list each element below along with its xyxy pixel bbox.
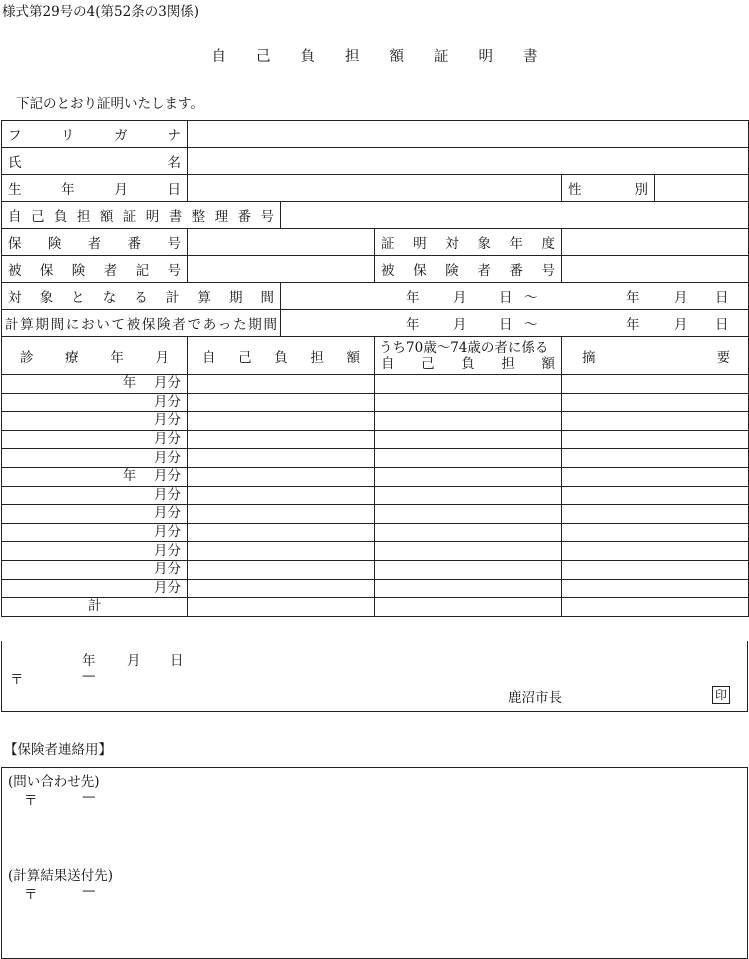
elderly-cell[interactable]	[375, 579, 562, 598]
elderly-cell[interactable]	[375, 505, 562, 524]
month-cell: 月分	[2, 505, 188, 524]
calc-period-field[interactable]	[281, 283, 749, 310]
period-start-month: 月	[453, 317, 467, 333]
remarks-cell[interactable]	[562, 486, 749, 505]
header-remarks	[562, 337, 749, 375]
period-tilde: 〜	[524, 317, 538, 333]
page-title: 自己負担額証明書	[211, 49, 568, 65]
cert-no-label: 自己負担額証明書整理番号	[2, 202, 281, 229]
month-cell: 月分	[2, 542, 188, 561]
remarks-cell[interactable]	[562, 449, 749, 468]
insured-symbol-label: 被保険者記号	[2, 256, 188, 283]
table-row	[2, 579, 749, 598]
row-insured-period	[2, 310, 749, 337]
cert-no-field[interactable]	[281, 202, 749, 229]
elderly-cell[interactable]	[375, 560, 562, 579]
amount-cell[interactable]	[188, 579, 375, 598]
inquiry-postal-dash: —	[82, 789, 96, 805]
sex-label: 性別	[562, 175, 655, 202]
elderly-cell[interactable]	[375, 412, 562, 431]
sex-field[interactable]	[655, 175, 749, 202]
intro-text: 下記のとおり証明いたします。	[16, 96, 204, 112]
month-cell: 月分	[2, 412, 188, 431]
total-elderly[interactable]	[375, 598, 562, 617]
issue-day: 日	[170, 653, 184, 669]
elderly-cell[interactable]	[375, 486, 562, 505]
birth-field[interactable]	[188, 175, 562, 202]
calc-end-month: 月	[674, 290, 688, 306]
row-name	[2, 148, 749, 175]
amount-cell[interactable]	[188, 486, 375, 505]
period-start-day: 日	[499, 317, 513, 333]
period-end-month: 月	[674, 317, 688, 333]
period-end-year: 年	[626, 317, 640, 333]
header-amount: 自己負担額	[188, 337, 375, 375]
elderly-cell[interactable]	[375, 542, 562, 561]
calc-start-month: 月	[453, 290, 467, 306]
table-row	[2, 449, 749, 468]
remarks-cell[interactable]	[562, 579, 749, 598]
elderly-cell[interactable]	[375, 375, 562, 394]
month-cell: 月分	[2, 579, 188, 598]
postal-dash: —	[82, 668, 96, 684]
issue-year: 年	[82, 653, 96, 669]
calc-period-label: 対象となる計算期間	[2, 283, 281, 310]
furigana-field[interactable]	[188, 121, 749, 148]
insured-symbol-field[interactable]	[188, 256, 375, 283]
issuer-name: 鹿沼市長	[508, 690, 562, 706]
result-postal-mark: 〒	[24, 887, 38, 903]
insured-no-field[interactable]	[562, 256, 749, 283]
month-cell: 年 月分	[2, 467, 188, 486]
month-cell: 月分	[2, 560, 188, 579]
seal-mark: 印	[712, 686, 730, 704]
row-birth	[2, 175, 749, 202]
insured-period-field[interactable]	[281, 310, 749, 337]
result-postal-dash: —	[82, 883, 96, 899]
table-row	[2, 542, 749, 561]
cert-year-field[interactable]	[562, 229, 749, 256]
calc-tilde: 〜	[524, 290, 538, 306]
total-label: 計	[2, 598, 188, 617]
header-elderly-line2: 自己負担額	[381, 355, 556, 372]
header-month: 診療年月	[2, 337, 188, 375]
amount-cell[interactable]	[188, 505, 375, 524]
amount-cell[interactable]	[188, 430, 375, 449]
row-cert-no	[2, 202, 749, 229]
amount-cell[interactable]	[188, 393, 375, 412]
table-row	[2, 560, 749, 579]
insured-period-label: 計算期間において被保険者であった期間	[2, 310, 281, 337]
row-insured	[2, 256, 749, 283]
issuer-section	[1, 641, 748, 712]
form-id: 様式第29号の4(第52条の3関係)	[2, 4, 200, 20]
table-row	[2, 375, 749, 394]
detail-header-row	[2, 337, 749, 375]
row-furigana	[2, 121, 749, 148]
total-row	[2, 598, 749, 617]
amount-cell[interactable]	[188, 560, 375, 579]
table-row	[2, 393, 749, 412]
remarks-cell[interactable]	[562, 393, 749, 412]
table-row	[2, 412, 749, 431]
cert-year-label: 証明対象年度	[375, 229, 562, 256]
remarks-cell[interactable]	[562, 560, 749, 579]
insured-no-label: 被保険者番号	[375, 256, 562, 283]
table-row	[2, 505, 749, 524]
row-calc-period	[2, 283, 749, 310]
remarks-cell[interactable]	[562, 542, 749, 561]
row-insurer	[2, 229, 749, 256]
remarks-cell[interactable]	[562, 430, 749, 449]
amount-cell[interactable]	[188, 542, 375, 561]
inquiry-postal-mark: 〒	[24, 793, 38, 809]
elderly-cell[interactable]	[375, 523, 562, 542]
contact-section-title: 【保険者連絡用】	[4, 742, 112, 758]
contact-box	[1, 767, 748, 959]
calc-start-year: 年	[406, 290, 420, 306]
table-row	[2, 467, 749, 486]
issue-month: 月	[127, 653, 141, 669]
period-end-day: 日	[715, 317, 729, 333]
header-remarks-b: 要	[716, 349, 731, 366]
name-field[interactable]	[188, 148, 749, 175]
birth-label: 生年月日	[2, 175, 188, 202]
header-elderly	[375, 337, 562, 375]
month-cell: 月分	[2, 449, 188, 468]
remarks-cell[interactable]	[562, 505, 749, 524]
inquiry-label: (問い合わせ先)	[8, 774, 100, 790]
remarks-cell[interactable]	[562, 523, 749, 542]
postal-mark: 〒	[10, 672, 24, 688]
amount-cell[interactable]	[188, 449, 375, 468]
amount-cell[interactable]	[188, 523, 375, 542]
remarks-cell[interactable]	[562, 412, 749, 431]
amount-cell[interactable]	[188, 412, 375, 431]
month-cell: 月分	[2, 393, 188, 412]
insurer-no-label: 保険者番号	[2, 229, 188, 256]
total-amount[interactable]	[188, 598, 375, 617]
total-remarks[interactable]	[562, 598, 749, 617]
certificate-table	[1, 120, 749, 617]
month-cell: 月分	[2, 523, 188, 542]
insurer-no-field[interactable]	[188, 229, 375, 256]
month-cell: 月分	[2, 486, 188, 505]
table-row	[2, 523, 749, 542]
elderly-cell[interactable]	[375, 430, 562, 449]
name-label: 氏名	[2, 148, 188, 175]
elderly-cell[interactable]	[375, 393, 562, 412]
remarks-cell[interactable]	[562, 375, 749, 394]
elderly-cell[interactable]	[375, 449, 562, 468]
calc-end-year: 年	[626, 290, 640, 306]
header-elderly-line1: うち70歳〜74歳の者に係る	[379, 339, 549, 356]
month-cell: 年 月分	[2, 375, 188, 394]
amount-cell[interactable]	[188, 467, 375, 486]
month-cell: 月分	[2, 430, 188, 449]
calc-start-day: 日	[499, 290, 513, 306]
calc-end-day: 日	[715, 290, 729, 306]
amount-cell[interactable]	[188, 375, 375, 394]
remarks-cell[interactable]	[562, 467, 749, 486]
result-label: (計算結果送付先)	[8, 868, 114, 884]
header-remarks-a: 摘	[582, 349, 596, 366]
table-row	[2, 486, 749, 505]
furigana-label: フリガナ	[2, 121, 188, 148]
period-start-year: 年	[406, 317, 420, 333]
elderly-cell[interactable]	[375, 467, 562, 486]
table-row	[2, 430, 749, 449]
